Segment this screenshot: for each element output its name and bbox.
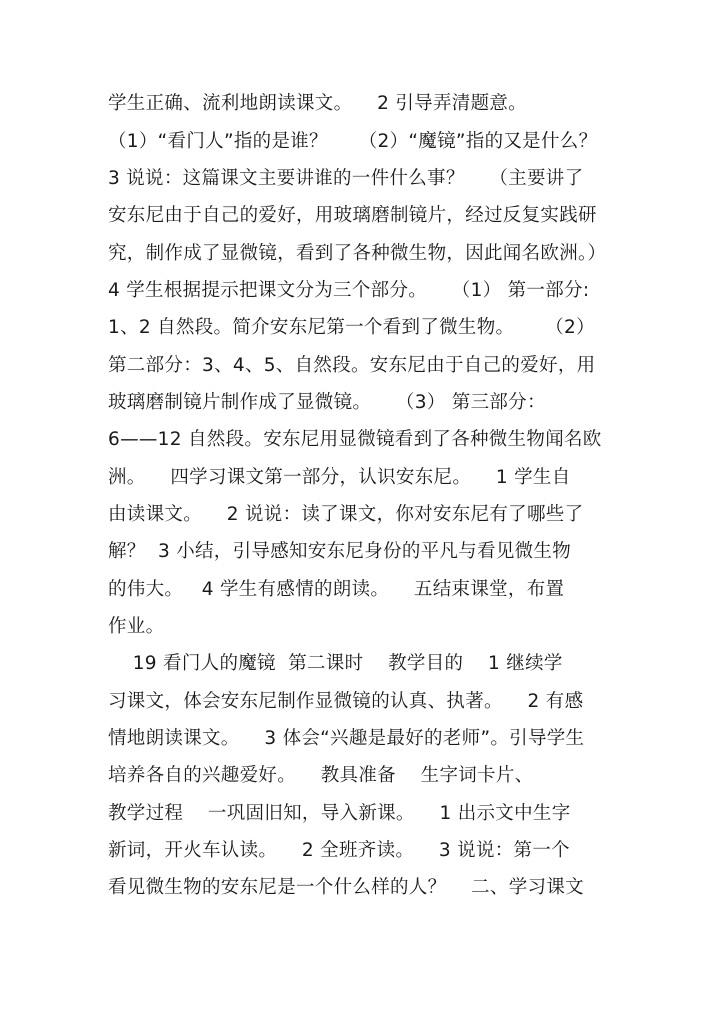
- text-line: 学生正确、流利地朗读课文。 2 引导弄清题意。: [108, 93, 527, 114]
- text-line: 习课文，体会安东尼制作显微镜的认真、执著。 2 有感: [108, 691, 584, 712]
- text-line: 作业。: [108, 616, 165, 637]
- text-line: 玻璃磨制镜片制作成了显微镜。 （3） 第三部分：: [108, 392, 546, 413]
- text-line: 6——12 自然段。安东尼用显微镜看到了各种微生物闻名欧: [108, 429, 602, 450]
- text-line: 培养各自的兴趣爱好。 教具准备 生字词卡片、: [108, 765, 534, 786]
- text-line: 究，制作成了显微镜，看到了各种微生物，因此闻名欧洲。）: [108, 243, 607, 264]
- text-line: （1）“看门人”指的是谁？ （2）“魔镜”指的又是什么？: [108, 131, 598, 152]
- text-line: 的伟大。 4 学生有感情的朗读。 五结束课堂，布置: [108, 579, 565, 600]
- text-line: 洲。 四学习课文第一部分，认识安东尼。 1 学生自: [108, 467, 571, 488]
- text-line: 教学过程 一巩固旧知，导入新课。 1 出示文中生字: [108, 803, 571, 824]
- text-line: 19 看门人的魔镜 第二课时 教学目的 1 继续学: [108, 653, 563, 674]
- text-line: 1、2 自然段。简介安东尼第一个看到了微生物。 （2）: [108, 317, 595, 338]
- text-line: 新词，开火车认读。 2 全班齐读。 3 说说：第一个: [108, 840, 570, 861]
- text-line: 安东尼由于自己的爱好，用玻璃磨制镜片，经过反复实践研: [108, 205, 597, 226]
- text-line: 3 说说：这篇课文主要讲谁的一件什么事？ （主要讲了: [108, 168, 584, 189]
- text-line: 解？ 3 小结，引导感知安东尼身份的平凡与看见微生物: [108, 541, 572, 562]
- text-line: 情地朗读课文。 3 体会“兴趣是最好的老师”。引导学生: [108, 728, 585, 749]
- text-line: 4 学生根据提示把课文分为三个部分。 （1） 第一部分:: [108, 280, 590, 301]
- text-line: 由读课文。 2 说说：读了课文，你对安东尼有了哪些了: [108, 504, 584, 525]
- text-line: 看见微生物的安东尼是一个什么样的人？ 二、学习课文: [108, 877, 584, 898]
- text-line: 第二部分：3、4、5、自然段。安东尼由于自己的爱好，用: [108, 355, 596, 376]
